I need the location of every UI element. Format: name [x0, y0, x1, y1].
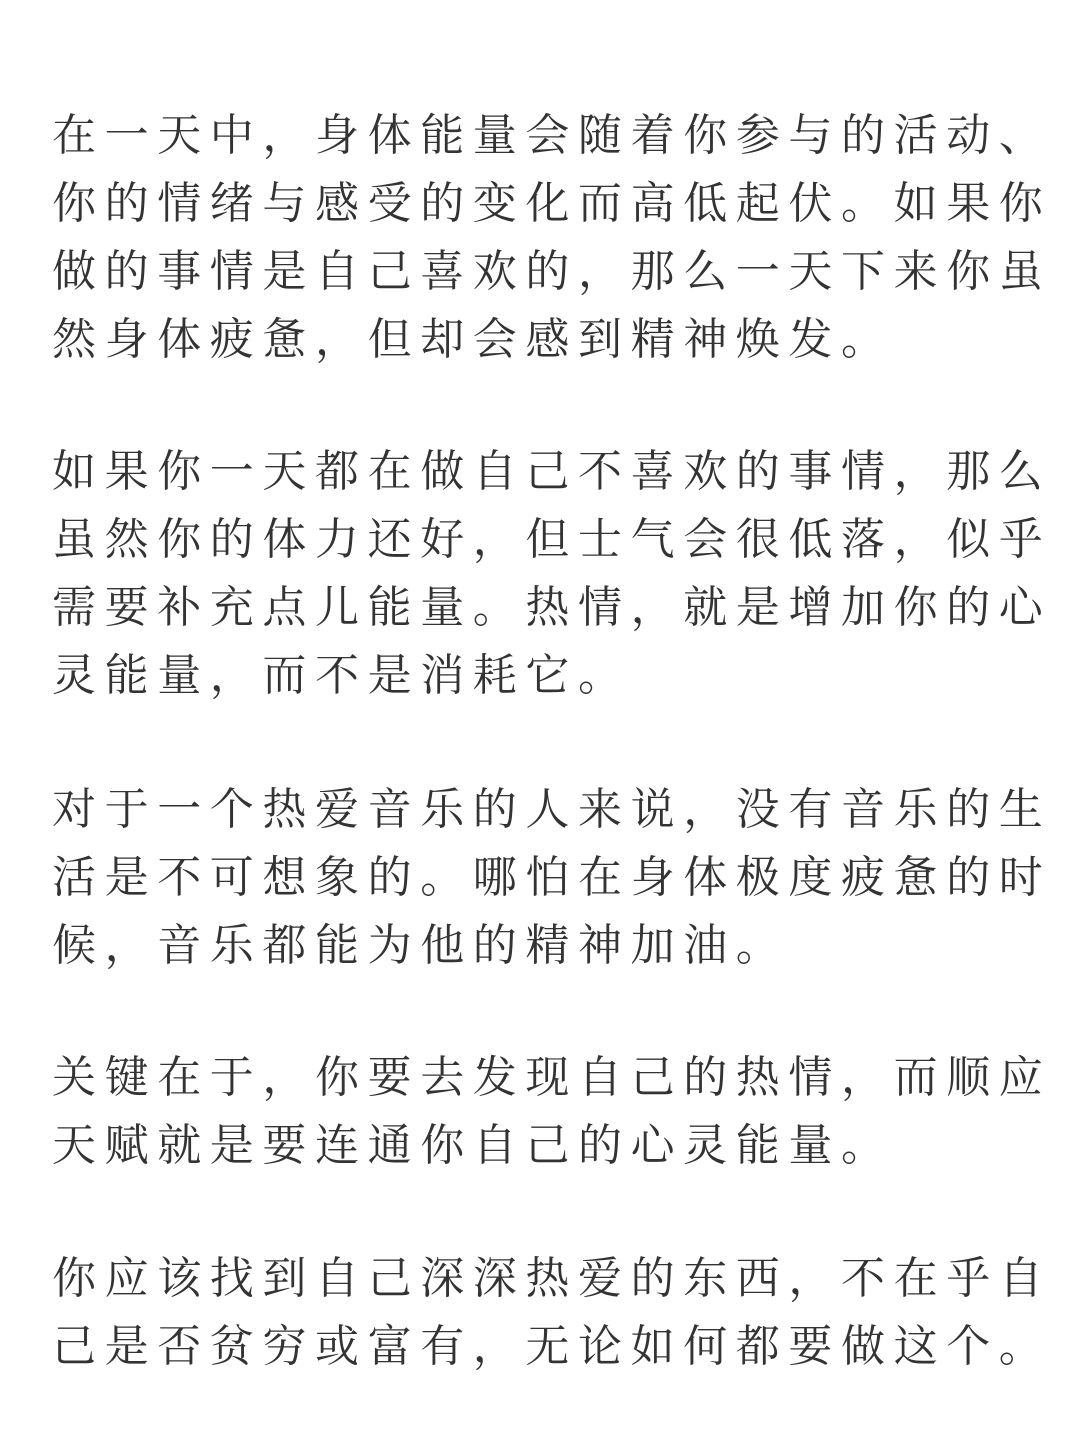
paragraph-5 [52, 1245, 1052, 1381]
paragraph-3 [52, 776, 1052, 980]
paragraph-line: 候，音乐都能为他的精神加油。 [52, 920, 789, 971]
paragraph-line: 虽然你的体力还好，但士气会很低落，似乎 [52, 514, 1052, 565]
paragraph-line: 己是否贫穷或富有，无论如何都要做这个。 [52, 1321, 1052, 1372]
paragraph-line: 对于一个热爱音乐的人来说，没有音乐的生 [52, 784, 1052, 835]
paragraph-line: 你应该找到自己深深热爱的东西，不在乎自 [52, 1253, 1052, 1304]
paragraph-line: 在一天中，身体能量会随着你参与的活动、 [52, 110, 1052, 161]
paragraph-line: 做的事情是自己喜欢的，那么一天下来你虽 [52, 246, 1052, 297]
paragraph-line: 灵能量，而不是消耗它。 [52, 650, 631, 701]
paragraph-4 [52, 1044, 1052, 1180]
paragraph-line: 然身体疲惫，但却会感到精神焕发。 [52, 314, 894, 365]
paragraph-line: 天赋就是要连通你自己的心灵能量。 [52, 1120, 894, 1171]
paragraph-1 [52, 102, 1052, 374]
paragraph-line: 关键在于，你要去发现自己的热情，而顺应 [52, 1052, 1052, 1103]
paragraph-2 [52, 438, 1052, 710]
paragraph-line: 活是不可想象的。哪怕在身体极度疲惫的时 [52, 852, 1052, 903]
paragraph-line: 需要补充点儿能量。热情，就是增加你的心 [52, 582, 1052, 633]
paragraph-line: 如果你一天都在做自己不喜欢的事情，那么 [52, 446, 1052, 497]
paragraph-line: 你的情绪与感受的变化而高低起伏。如果你 [52, 178, 1052, 229]
